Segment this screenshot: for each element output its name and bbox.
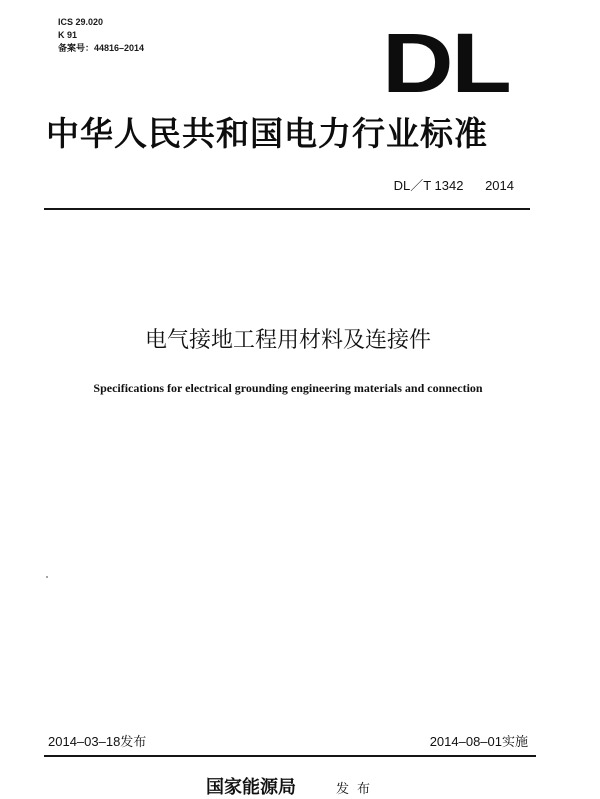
record-number: 备案号：44816–2014	[58, 43, 145, 53]
bottom-divider	[44, 755, 536, 757]
dl-logo: DL	[382, 16, 510, 110]
standard-code-number: DL／T 1342	[393, 178, 464, 193]
standard-title: 中华人民共和国电力行业标准	[46, 114, 488, 153]
top-divider	[44, 208, 530, 210]
publish-label: 发布	[336, 782, 379, 797]
scan-speck	[46, 576, 48, 578]
ics-code: ICS 29.020	[58, 17, 104, 27]
document-title-en: Specifications for electrical grounding engineering materials and connection	[93, 381, 483, 395]
release-date: 2014–03–18发布	[48, 734, 147, 749]
standard-code	[394, 178, 514, 194]
standard-code-year: 2014	[485, 178, 514, 193]
implementation-date: 2014–08–01实施	[429, 734, 528, 749]
category-code: K 91	[58, 30, 78, 40]
document-title-cn: 电气接地工程用材料及连接件	[144, 328, 431, 353]
classification-block	[58, 16, 144, 55]
publisher-name: 国家能源局	[206, 777, 296, 798]
